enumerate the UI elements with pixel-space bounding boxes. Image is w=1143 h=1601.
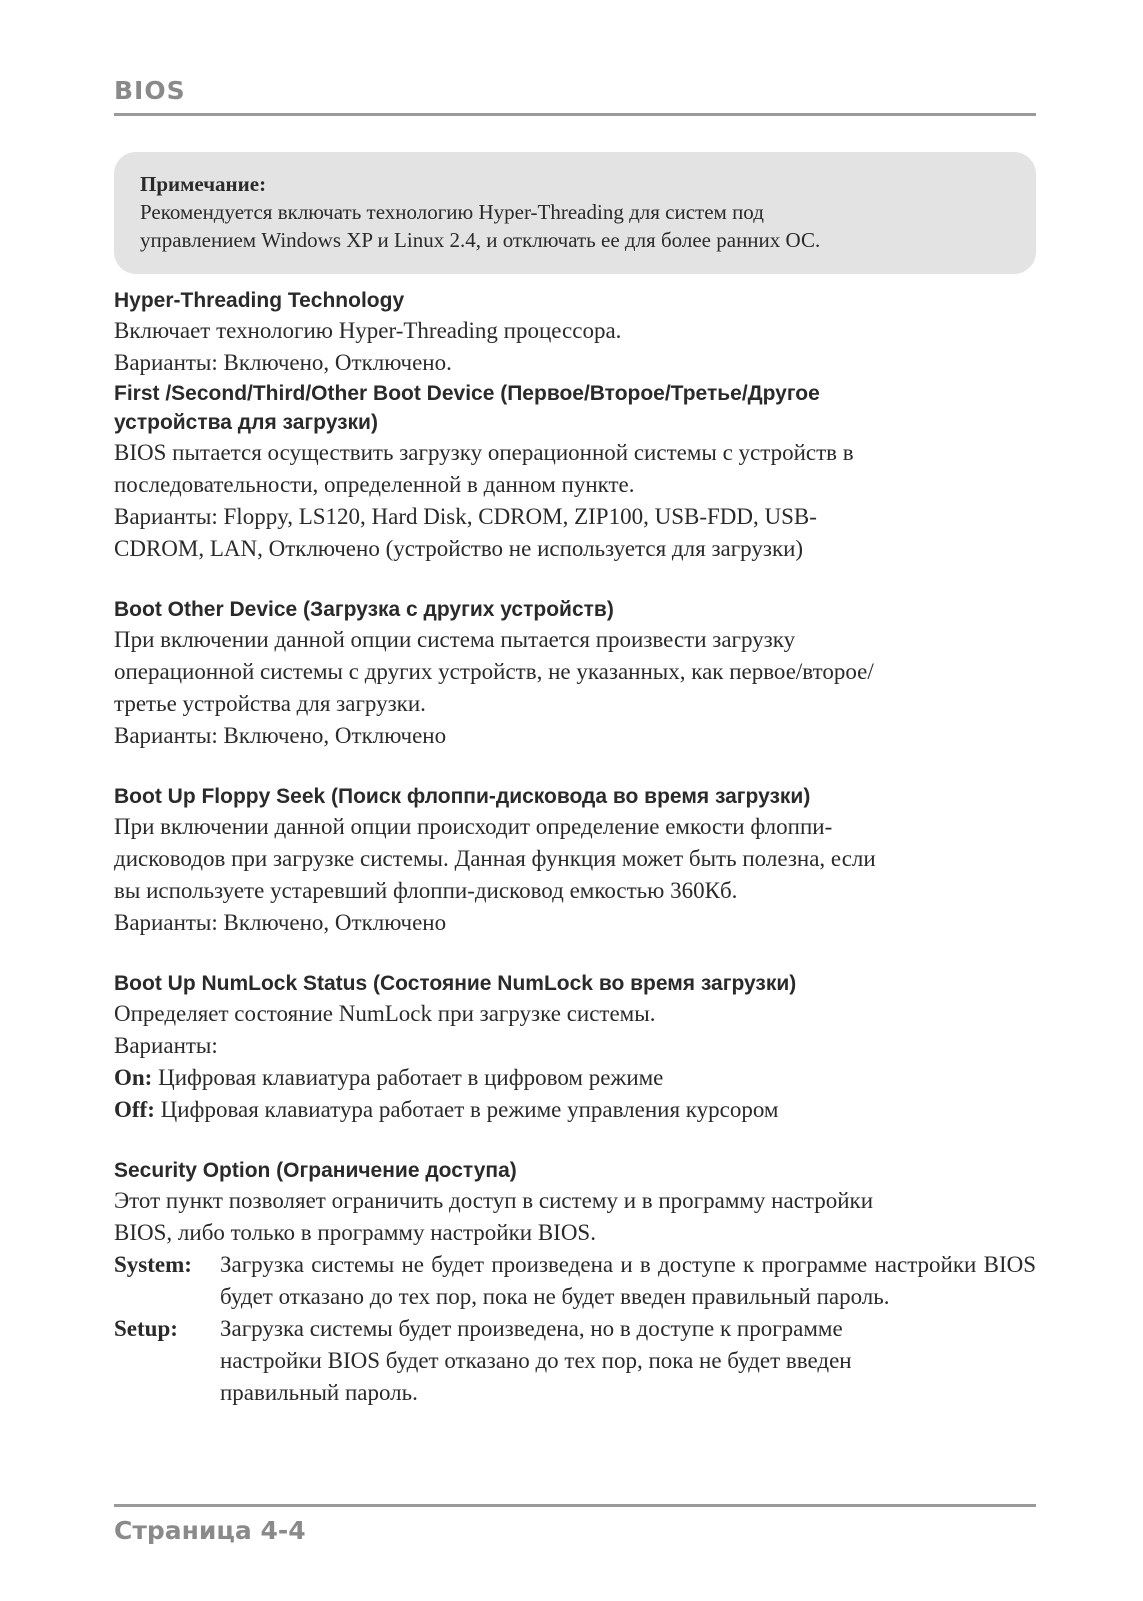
- section-heading-boot-device-cont: устройства для загрузки): [114, 411, 378, 434]
- option-setup-label: Setup:: [114, 1316, 178, 1341]
- section-heading-hyperthreading: Hyper-Threading Technology: [114, 289, 405, 312]
- section-gap: [114, 752, 1036, 782]
- content: [114, 286, 1036, 1409]
- section-gap: [114, 565, 1036, 595]
- paragraph-line: Варианты: Включено, Отключено: [114, 723, 447, 748]
- paragraph-line: третье устройства для загрузки.: [114, 691, 426, 716]
- section-heading-security: Security Option (Ограничение доступа): [114, 1159, 517, 1182]
- section-heading-boot-device: First /Second/Third/Other Boot Device (Первое/Второе/Третье/Другое: [114, 382, 820, 405]
- option-setup-line: Загрузка системы будет произведена, но в доступе к программе: [220, 1316, 843, 1341]
- note-box: [114, 152, 1036, 274]
- option-on: [114, 1062, 1036, 1094]
- paragraph-line: операционной системы с других устройств, не указанных, как первое/второе/: [114, 659, 874, 684]
- option-setup-line: настройки BIOS будет отказано до тех пор, пока не будет введен: [220, 1348, 852, 1373]
- paragraph-line: вы используете устаревший флоппи-дисковод емкостью 360Кб.: [114, 878, 738, 903]
- paragraph-line: Варианты: Включено, Отключено.: [114, 350, 452, 375]
- paragraph-line: Варианты:: [114, 1033, 218, 1058]
- paragraph-line: BIOS, либо только в программу настройки BIOS.: [114, 1220, 596, 1245]
- paragraph-line: Варианты: Floppy, LS120, Hard Disk, CDROM, ZIP100, USB-FDD, USB-: [114, 504, 817, 529]
- option-setup: [114, 1313, 1036, 1409]
- header-title: BIOS: [114, 76, 186, 105]
- section-heading-boot-other: Boot Other Device (Загрузка с других устройств): [114, 598, 614, 621]
- paragraph-line: При включении данной опции происходит определение емкости флоппи-: [114, 814, 833, 839]
- paragraph-line: Варианты: Включено, Отключено: [114, 910, 447, 935]
- option-off-label: Off:: [114, 1097, 155, 1122]
- paragraph-line: BIOS пытается осуществить загрузку операционной системы с устройств в: [114, 440, 854, 465]
- paragraph-line: CDROM, LAN, Отключено (устройство не используется для загрузки): [114, 536, 804, 561]
- section-heading-numlock: Boot Up NumLock Status (Состояние NumLock во время загрузки): [114, 972, 797, 995]
- note-line: Рекомендуется включать технологию Hyper-Threading для систем под: [140, 200, 764, 224]
- paragraph-line: Определяет состояние NumLock при загрузке системы.: [114, 1001, 656, 1026]
- section-heading-floppy-seek: Boot Up Floppy Seek (Поиск флоппи-дисковода во время загрузки): [114, 785, 811, 808]
- note-title: Примечание:: [140, 172, 267, 196]
- document-page: [114, 0, 1036, 1601]
- paragraph-line: Включает технологию Hyper-Threading процессора.: [114, 318, 622, 343]
- option-off: [114, 1094, 1036, 1126]
- option-setup-line: правильный пароль.: [220, 1380, 418, 1405]
- option-system-text: Загрузка системы не будет произведена и в доступе к программе настройки BIOS будет отказано до тех пор, пока не будет введен правильный пароль.: [220, 1252, 1036, 1309]
- paragraph-line: дисководов при загрузке системы. Данная функция может быть полезна, если: [114, 846, 876, 871]
- paragraph-line: Этот пункт позволяет ограничить доступ в систему и в программу настройки: [114, 1188, 874, 1213]
- option-off-text: Цифровая клавиатура работает в режиме управления курсором: [154, 1097, 779, 1122]
- option-on-text: Цифровая клавиатура работает в цифровом режиме: [152, 1065, 664, 1090]
- option-setup-text: [220, 1313, 1036, 1409]
- paragraph-line: При включении данной опции система пытается произвести загрузку: [114, 627, 796, 652]
- header-rule: [114, 113, 1036, 116]
- page-number: Страница 4-4: [114, 1516, 306, 1545]
- section-gap: [114, 939, 1036, 969]
- note-line: управлением Windows XP и Linux 2.4, и отключать ее для более ранних ОС.: [140, 228, 821, 252]
- option-on-label: On:: [114, 1065, 153, 1090]
- paragraph-line: последовательности, определенной в данном пункте.: [114, 472, 635, 497]
- footer-rule: [114, 1504, 1036, 1507]
- option-system-label: System:: [114, 1252, 192, 1277]
- option-system: [114, 1249, 1036, 1313]
- section-gap: [114, 1126, 1036, 1156]
